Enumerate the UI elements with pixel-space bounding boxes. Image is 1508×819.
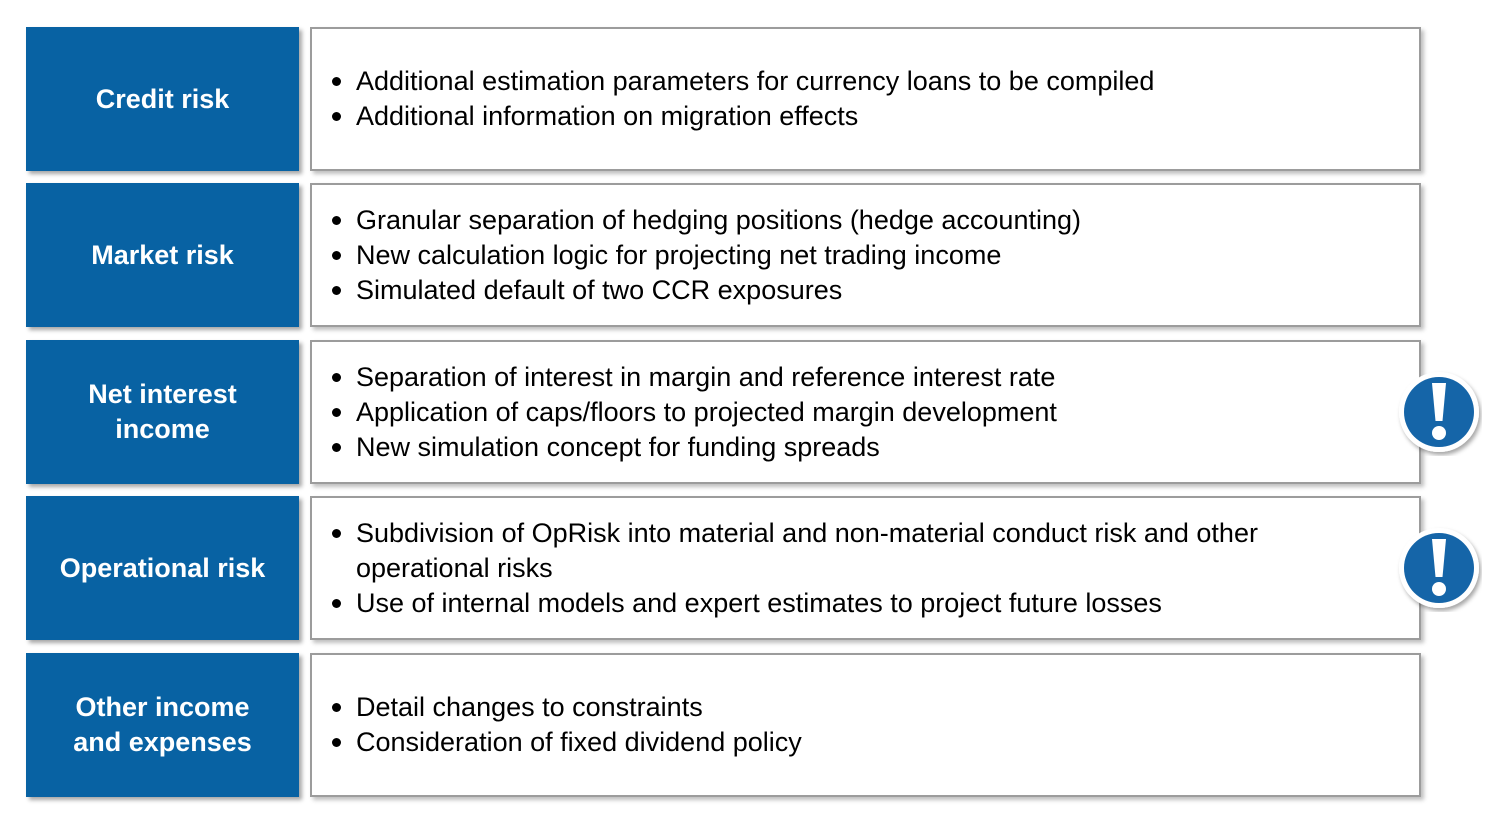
bullet-item: Detail changes to constraints — [328, 690, 1368, 725]
bullet-item: New calculation logic for projecting net trading income — [328, 238, 1368, 273]
row-other-income-expenses — [26, 653, 1422, 797]
bullet-item: Simulated default of two CCR exposures — [328, 273, 1368, 308]
category-label-text: Credit risk — [95, 83, 230, 114]
category-label — [26, 27, 299, 171]
bullet-list — [312, 64, 1368, 134]
exclamation-icon — [1396, 526, 1482, 612]
category-label — [26, 183, 299, 327]
bullet-item: Granular separation of hedging positions (hedge accounting) — [328, 203, 1368, 238]
bullet-item: Application of caps/floors to projected margin development — [328, 395, 1368, 430]
category-label — [26, 340, 299, 484]
category-label-text: Net interest income — [88, 379, 237, 444]
row-credit-risk — [26, 27, 1422, 171]
row-market-risk — [26, 183, 1422, 327]
bullet-list — [312, 690, 1368, 760]
content-box — [310, 653, 1421, 797]
row-operational-risk — [26, 496, 1422, 640]
bullet-list — [312, 203, 1368, 308]
content-box — [310, 340, 1421, 484]
category-label-text: Operational risk — [59, 552, 266, 583]
bullet-item: Additional information on migration effects — [328, 99, 1368, 134]
bullet-item: Consideration of fixed dividend policy — [328, 725, 1368, 760]
category-label-text: Market risk — [91, 239, 234, 270]
content-box — [310, 496, 1421, 640]
exclamation-icon — [1396, 370, 1482, 456]
bullet-item: Subdivision of OpRisk into material and non-material conduct risk and other operational risks — [328, 516, 1346, 586]
content-box — [310, 183, 1421, 327]
bullet-item: Separation of interest in margin and reference interest rate — [328, 360, 1368, 395]
bullet-list — [312, 360, 1368, 465]
bullet-item: Use of internal models and expert estimates to project future losses — [328, 586, 1368, 621]
category-label-text: Other income and expenses — [73, 692, 252, 757]
content-box — [310, 27, 1421, 171]
row-net-interest-income — [26, 340, 1422, 484]
bullet-list — [312, 516, 1368, 621]
bullet-item: New simulation concept for funding spreads — [328, 430, 1368, 465]
bullet-item: Additional estimation parameters for currency loans to be compiled — [328, 64, 1368, 99]
category-label — [26, 496, 299, 640]
category-label — [26, 653, 299, 797]
